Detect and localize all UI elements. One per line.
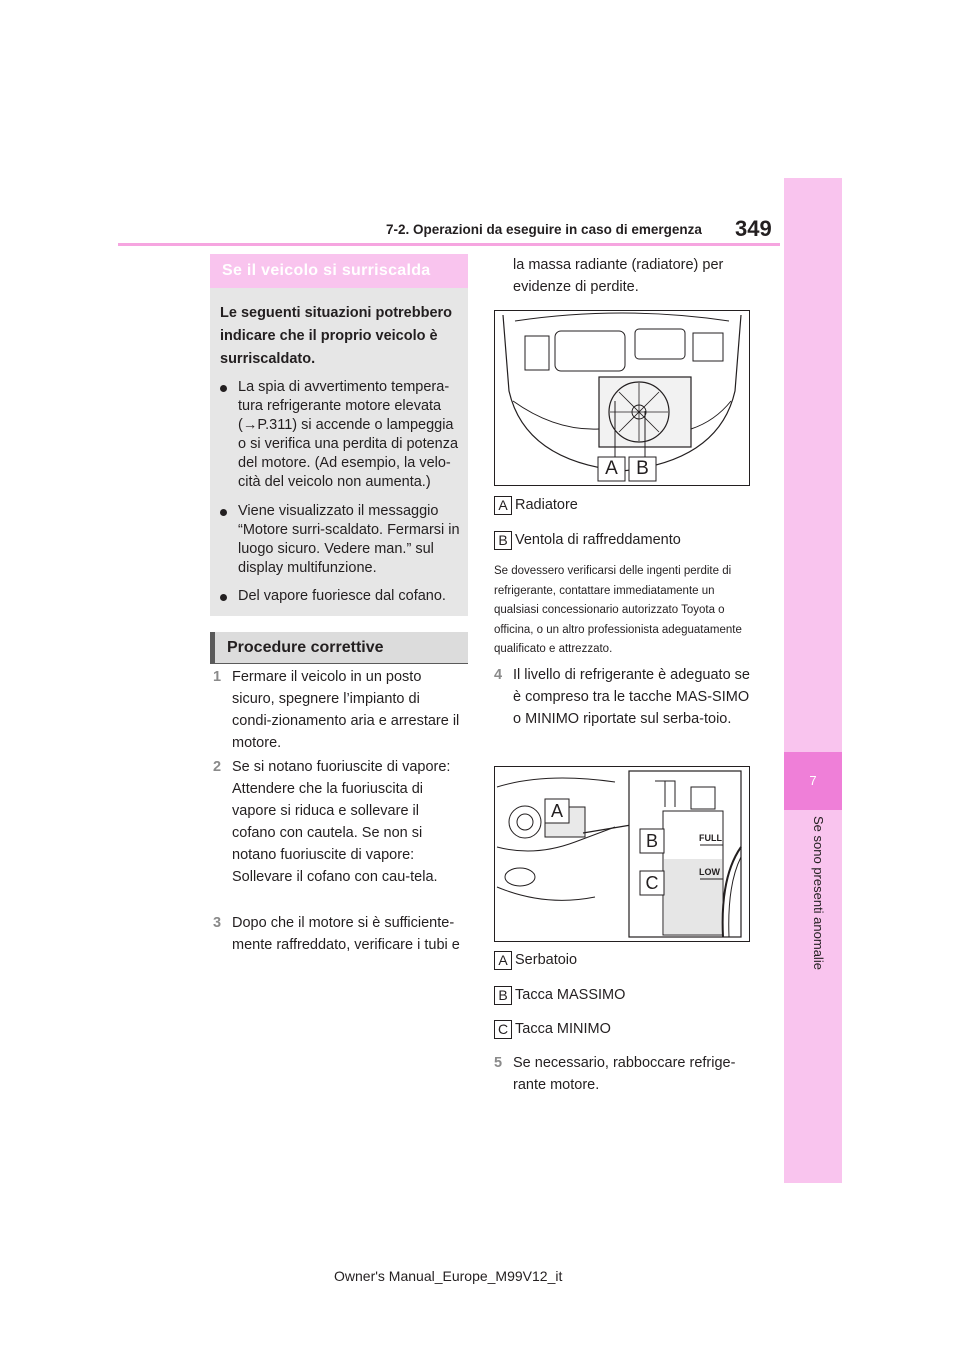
bullet-icon: [220, 509, 227, 516]
figure-1-label-b: B: [636, 458, 649, 479]
chapter-tab[interactable]: 7: [784, 752, 842, 810]
legend-text: Serbatoio: [515, 952, 578, 968]
bullet-icon: [220, 385, 227, 392]
symptom-item: [220, 502, 464, 578]
symptom-item: [220, 378, 464, 492]
step-text: Se necessario, rabboccare refrige-rante motore.: [513, 1055, 736, 1093]
step-3-continuation: la massa radiante (radiatore) per evidenze di perdite.: [513, 257, 724, 295]
legend-text: Radiatore: [515, 497, 578, 513]
legend-text: Tacca MASSIMO: [515, 987, 626, 1003]
chapter-label: Se sono presenti anomalie: [811, 816, 826, 970]
section-title: 7-2. Operazioni da eseguire in caso di emergenza: [386, 222, 702, 237]
step-text: Fermare il veicolo in un posto sicuro, spegnere l’impianto di condi-zionamento aria e arrestare il motore.: [232, 669, 460, 751]
figure-2-label-b: B: [645, 831, 658, 851]
side-tab-strip: [784, 178, 842, 1183]
figure-1-label-a: A: [605, 458, 618, 479]
step-text: Se si notano fuoriuscite di vapore: Attendere che la fuoriuscita di vapore si riduca e sollevare il cofano con cautela. Se non si notano fuoriuscite di vapore: Sollevare il cofano con cau-tela.: [232, 759, 451, 885]
bullet-icon: [220, 594, 227, 601]
symptom-text: La spia di avvertimento tempera-tura refrigerante motore elevata (→P.311) si accende o lampeggia o si verifica una perdita di potenza del motore. (Ad esempio, la velo-cità del veicolo non aumenta.): [238, 379, 459, 490]
leak-note: Se dovessero verificarsi delle ingenti perdite di refrigerante, contattare immediatamente un qualsiasi concessionario autorizzato Toyota o officina, o un altro professionista adeguatamente qualificato e attrezzato.: [494, 565, 742, 655]
step-number: 4: [494, 667, 503, 683]
step-1: [213, 666, 463, 754]
legend-key: B: [494, 531, 512, 550]
page-number: 349: [735, 216, 772, 241]
figure-2-label-c: C: [645, 873, 659, 893]
coolant-reservoir-illustration: [494, 766, 750, 942]
symptoms-intro: Le seguenti situazioni potrebbero indicare che il proprio veicolo è surriscaldato.: [220, 305, 453, 367]
step-number: 3: [213, 915, 222, 931]
symptom-text: Viene visualizzato il messaggio “Motore surri-scaldato. Fermarsi in luogo sicuro. Vedere man.” sul display multifunzione.: [238, 503, 460, 576]
step-number: 2: [213, 759, 222, 775]
reservoir-drawing: [495, 767, 749, 941]
step-3: [213, 912, 463, 956]
symptom-item: [220, 587, 464, 606]
step-number: 5: [494, 1055, 503, 1071]
symptom-text: Del vapore fuoriesce dal cofano.: [238, 588, 446, 604]
step-2: [213, 756, 463, 888]
heading-procedures: [210, 632, 468, 664]
legend-key: B: [494, 986, 512, 1005]
tank-mark-full: FULL: [699, 833, 722, 843]
step-4: [494, 664, 752, 730]
heading-overheating-text: Se il veicolo si surriscalda: [222, 262, 431, 279]
step-text: Il livello di refrigerante è adeguato se è compreso tra le tacche MAS-SIMO o MINIMO riportate sul serba-toio.: [513, 667, 750, 727]
tank-mark-low: LOW: [699, 867, 720, 877]
step-number: 1: [213, 669, 222, 685]
heading-overheating: [210, 254, 468, 288]
step-text: Dopo che il motore si è sufficiente-mente raffreddato, verificare i tubi e: [232, 915, 460, 953]
heading-underline: [210, 663, 468, 664]
legend-text: Ventola di raffreddamento: [515, 532, 681, 548]
footer-manual-id: Owner's Manual_Europe_M99V12_it: [334, 1268, 563, 1284]
legend-key: A: [494, 951, 512, 970]
figure-2-label-a: A: [550, 801, 563, 821]
header-rule: [118, 243, 780, 246]
heading-procedures-text: Procedure correttive: [227, 639, 384, 656]
legend-key: A: [494, 496, 512, 515]
engine-bay-illustration: [494, 310, 750, 486]
legend-key: C: [494, 1020, 512, 1039]
legend-text: Tacca MINIMO: [515, 1021, 611, 1037]
step-5: [494, 1052, 752, 1096]
